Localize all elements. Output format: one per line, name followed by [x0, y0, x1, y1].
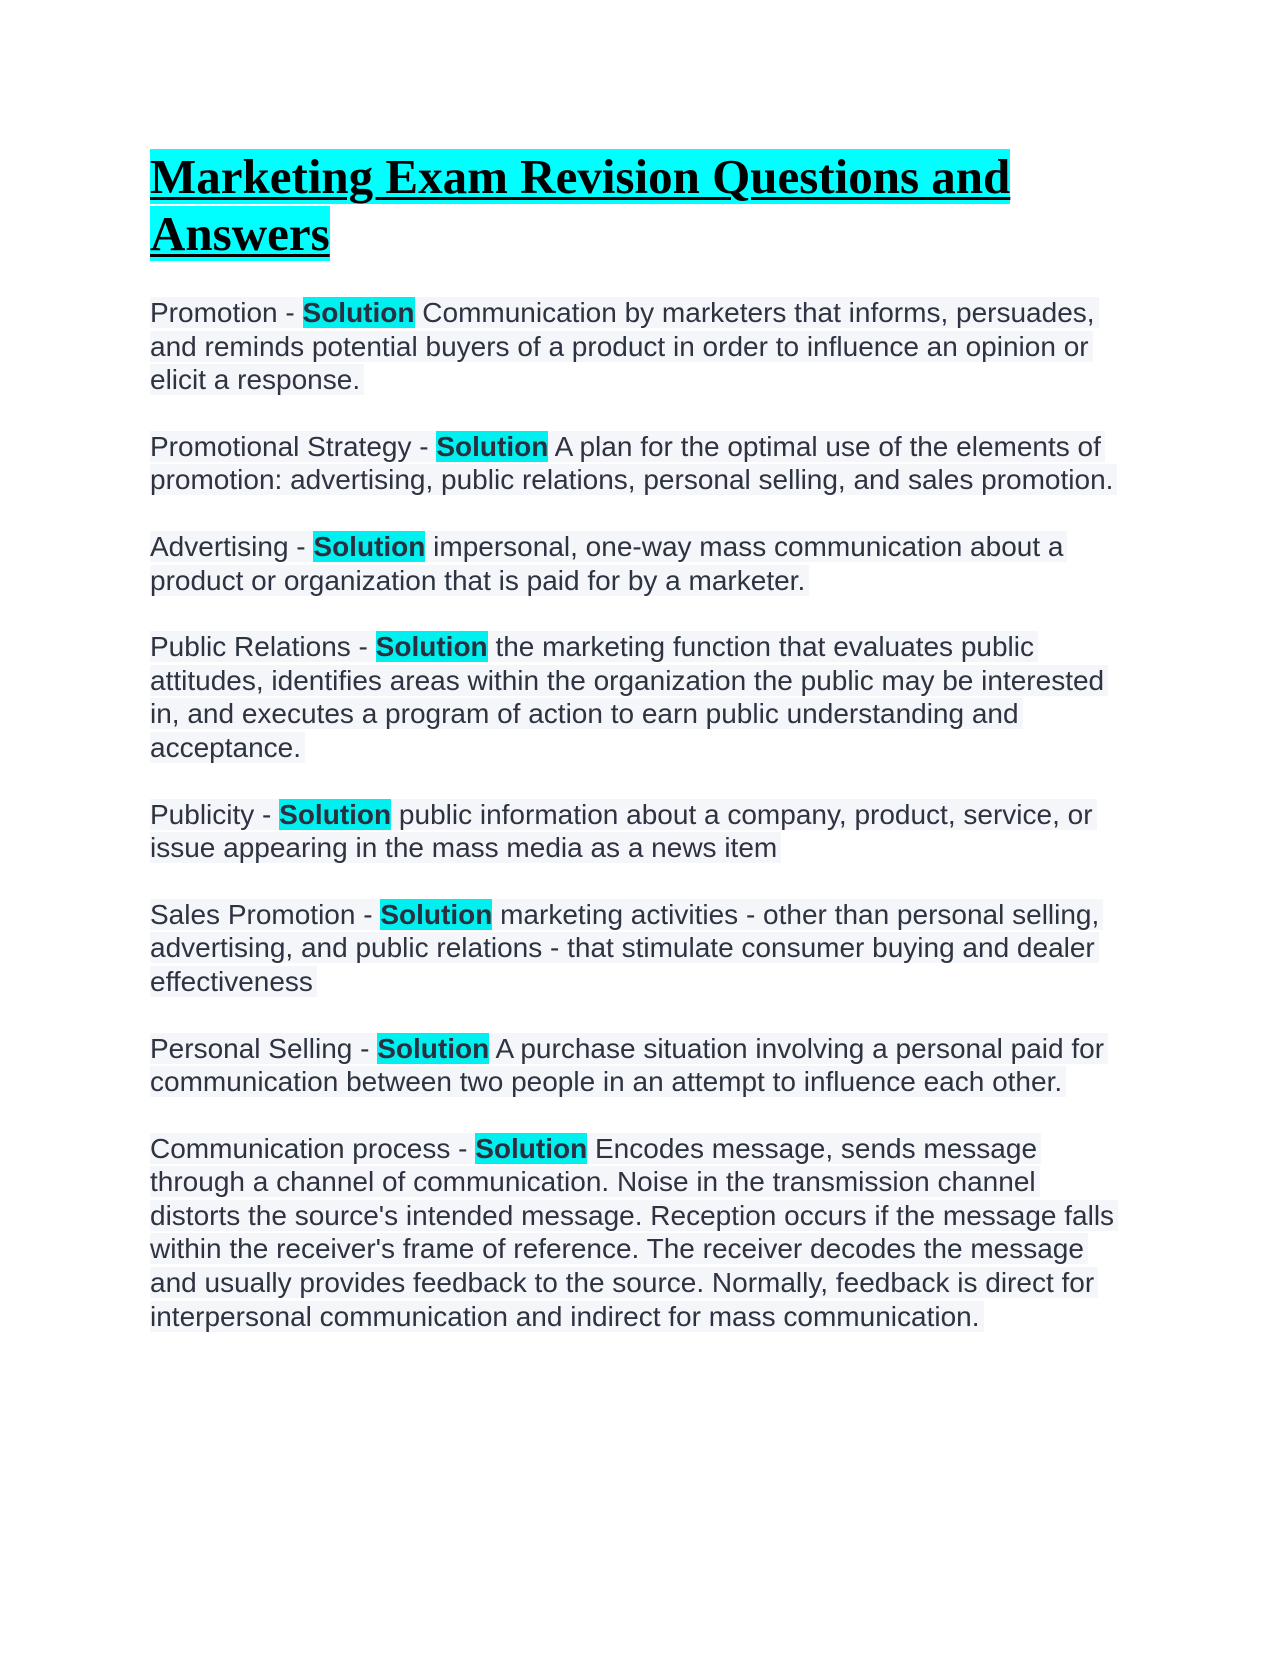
document-page — [150, 148, 1130, 1366]
qa-item — [150, 530, 1130, 597]
solution-highlight: Solution — [302, 297, 415, 328]
qa-answer: Encodes message, sends message through a channel of communication. Noise in the transmission channel distorts the source's intended message. Reception occurs if the message falls within the receiver's frame of reference. The receiver decodes the message and usually provides feedback to the source. Normally, feedback is direct for interpersonal communication and indirect for mass communication. — [150, 1132, 1115, 1332]
solution-highlight: Solution — [279, 798, 392, 830]
qa-term: Promotional Strategy — [150, 430, 412, 462]
document-title-text: Marketing Exam Revision Questions and Answers — [150, 149, 1011, 261]
qa-term: Communication process — [150, 1132, 451, 1164]
qa-term: Advertising — [150, 530, 289, 562]
qa-separator: - — [450, 1132, 476, 1164]
qa-separator: - — [254, 798, 280, 830]
qa-item — [150, 798, 1130, 865]
qa-term: Public Relations — [150, 631, 351, 663]
qa-item — [150, 630, 1130, 764]
qa-list — [150, 296, 1130, 1333]
qa-separator: - — [352, 1032, 378, 1064]
qa-separator: - — [350, 631, 376, 663]
solution-highlight: Solution — [375, 631, 488, 663]
qa-answer: Communication by marketers that informs, persuades, and reminds potential buyers of a product in order to influence an opinion or elicit a response. — [150, 297, 1095, 396]
qa-answer: A plan for the optimal use of the elements of promotion: advertising, public relations, personal selling, and sales promotion. — [150, 430, 1114, 496]
qa-separator: - — [288, 530, 314, 562]
qa-item — [150, 898, 1130, 999]
qa-term: Promotion — [150, 297, 278, 328]
qa-separator: - — [411, 430, 437, 462]
qa-item — [150, 1132, 1130, 1334]
solution-highlight: Solution — [313, 530, 426, 562]
qa-item — [150, 430, 1130, 497]
qa-answer: A purchase situation involving a personal paid for communication between two people in an attempt to influence each other. — [150, 1032, 1105, 1098]
solution-highlight: Solution — [377, 1032, 490, 1064]
qa-answer: public information about a company, product, service, or issue appearing in the mass media as a news item — [150, 798, 1093, 864]
qa-term: Publicity — [150, 798, 255, 830]
qa-item — [150, 296, 1130, 397]
solution-highlight: Solution — [475, 1132, 588, 1164]
solution-highlight: Solution — [436, 430, 549, 462]
qa-separator: - — [277, 297, 303, 328]
document-title — [150, 148, 1130, 262]
qa-term: Sales Promotion — [150, 898, 356, 930]
qa-answer: the marketing function that evaluates public attitudes, identifies areas within the organization the public may be interested in, and executes a program of action to earn public understanding and acceptance. — [150, 631, 1105, 763]
qa-term: Personal Selling — [150, 1032, 353, 1064]
qa-item — [150, 1032, 1130, 1099]
qa-answer: impersonal, one-way mass communication about a product or organization that is paid for by a marketer. — [150, 530, 1064, 596]
qa-answer: marketing activities - other than personal selling, advertising, and public relations - that stimulate consumer buying and dealer effectiveness — [150, 898, 1100, 997]
qa-separator: - — [355, 898, 381, 930]
solution-highlight: Solution — [380, 898, 493, 930]
